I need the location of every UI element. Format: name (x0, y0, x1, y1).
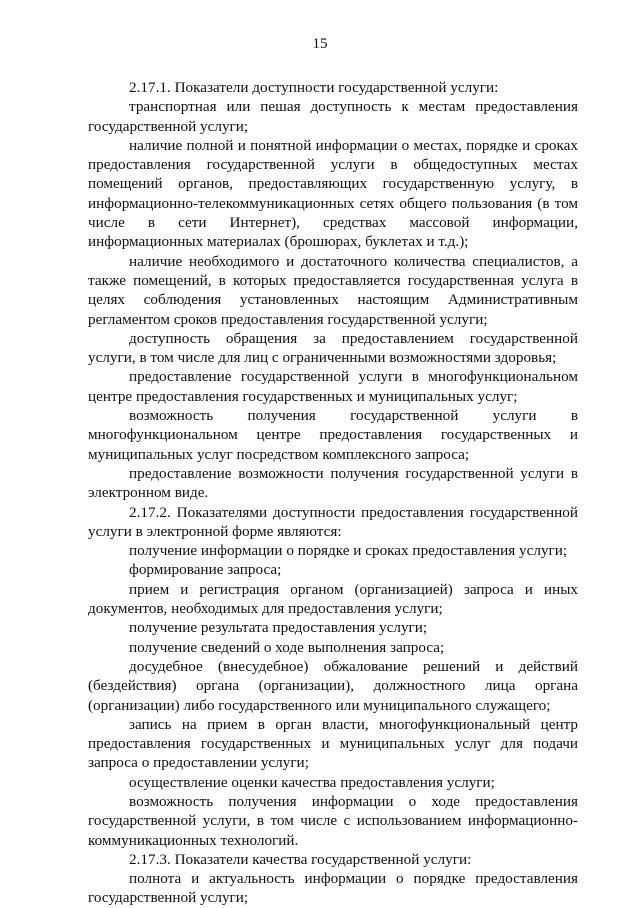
paragraph: получение сведений о ходе выполнения запроса; (129, 638, 445, 656)
paragraph-2-17-2-heading: 2.17.2. Показателями доступности предоставления государственной услуги в электронной форме являются: (88, 503, 578, 540)
paragraph: получение результата предоставления услуги; (129, 619, 428, 637)
paragraph: наличие необходимого и достаточного количества специалистов, а также помещений, в которых предоставляется государственная услуга в целях соблюдения установленных настоящим Административным регламентом сроков предоставления государственной услуги; (88, 252, 578, 328)
paragraph-2-17-1-heading: 2.17.1. Показатели доступности государственной услуги: (129, 79, 499, 96)
paragraph: запись на прием в орган власти, многофункциональный центр предоставления государственных и муниципальных услуг для подачи запроса о предоставлении услуги; (88, 715, 578, 772)
page-number: 15 (312, 36, 328, 52)
paragraph: возможность получения информации о ходе предоставления государственной услуги, в том числе с использованием информационно-коммуникационных технологий. (88, 792, 578, 849)
paragraph: полнота и актуальность информации о порядке предоставления государственной услуги; (88, 870, 578, 907)
document-body (88, 78, 578, 908)
paragraph: доступность обращения за предоставлением государственной услуги, в том числе для лиц с ограниченными возможностями здоровья; (88, 329, 578, 367)
paragraph: предоставление государственной услуги в многофункциональном центре предоставления государственных и муниципальных услуг; (88, 368, 578, 405)
paragraph: получение информации о порядке и сроках предоставления услуги; (129, 542, 568, 560)
paragraph: транспортная или пешая доступность к местам предоставления государственной услуги; (88, 98, 578, 135)
paragraph: досудебное (внесудебное) обжалование решений и действий (бездействия) органа (организации), должностного лица органа (организации) либо государственного или муниципального служащего; (88, 657, 578, 714)
paragraph: наличие полной и понятной информации о местах, порядке и сроках предоставления государственной услуги в общедоступных местах помещений органов, предоставляющих государственную услугу, в информационно-телекоммуникационных сетях общего пользования (в том числе в сети Интернет), средствах массовой информации, информационных материалах (брошюрах, буклетах и т.д.); (88, 136, 578, 251)
paragraph: формирование запроса; (129, 561, 282, 579)
paragraph-2-17-3-heading: 2.17.3. Показатели качества государственной услуги: (129, 850, 472, 868)
paragraph: осуществление оценки качества предоставления услуги; (129, 773, 495, 791)
paragraph: прием и регистрация органом (организацией) запроса и иных документов, необходимых для предоставления услуги; (88, 580, 578, 618)
paragraph: предоставление возможности получения государственной услуги в электронном виде. (88, 464, 578, 502)
paragraph: возможность получения государственной услуги в многофункциональном центре предоставления государственных и муниципальных услуг посредством комплексного запроса; (88, 407, 578, 463)
